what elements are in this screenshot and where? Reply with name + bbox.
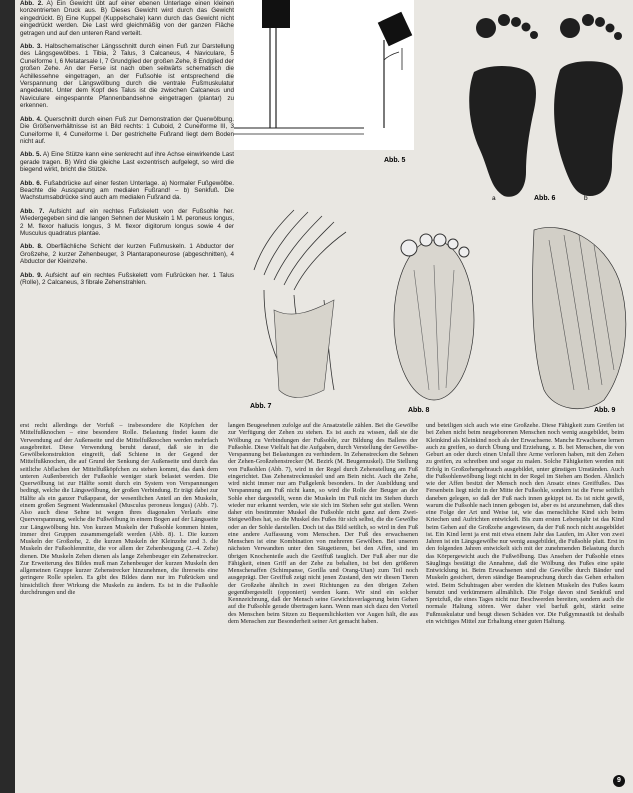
toe-b-4 [606, 24, 615, 33]
caption-text: Aufsicht auf ein rechtes Fußskelett von der Fußsohle her. Wiedergegeben sind die langen Sehnen der Muskeln 1 M. peroneus longus, 2 M. flexor hallucis longus, 3 M. flexor digitorum longus sowie 4 der Musculus quadratus plantae. [20, 207, 234, 237]
toe-b-2 [582, 14, 594, 26]
caption-number: Abb. 4. [20, 115, 42, 123]
abb9-foot-dorsal [532, 227, 625, 408]
caption-abb7 [20, 208, 234, 238]
caption-text: Querschnitt durch einen Fuß zur Demonstration der Querwölbung. Die Größenverhältnisse ist an Bild rechts: 1 Cuboid, 2 Cuneiforme III, 3 Cuneiforme II, 4 Cuneiforme I. Der gestrichelte Fußrand liegt dem Boden nicht auf. [20, 115, 234, 145]
caption-abb3 [20, 43, 234, 110]
abb5-abb6-illustration [234, 0, 633, 200]
abb8-toe-4 [448, 239, 458, 249]
caption-number: Abb. 2. [20, 0, 44, 7]
toe-a-1 [476, 18, 496, 38]
caption-abb5 [20, 151, 234, 173]
caption-abb9 [20, 272, 234, 287]
abb6-sub-a: a [492, 195, 496, 200]
caption-text: Halbschematischer Längsschnitt durch einen Fuß zur Darstellung des Längsgewölbes. 1 Tibia, 2 Talus, 3 Calcaneus, 4 Naviculare, 5 Cuneiforme I, 6 Metatarsale I, 7 Grundglied der großen Zehe, 8 Endglied der großen Zehe. An der Ferse ist nach oben seitwärts schematisch die Achillessehne eingetragen, an der Fußsohle ist entsprechend die Verspannung der Längswölbung durch die ventrale Fußmuskulatur angedeutet. Unter dem Kopf des Talus ist die zwischen Calcaneus und Naviculare eingespannte Pfannenbandsehne eingetragen (plantar) zu erkennen. [20, 43, 234, 110]
abb8-sole [394, 240, 474, 400]
caption-number: Abb. 6. [20, 179, 42, 187]
caption-abb2 [20, 0, 234, 37]
abb5-label: Abb. 5 [384, 157, 406, 164]
abb8-toe-5 [459, 247, 469, 257]
abb8-label: Abb. 8 [408, 407, 430, 414]
abb8-toe-2 [420, 234, 432, 246]
figure-captions [20, 0, 234, 418]
footprint-a [469, 66, 536, 197]
caption-text: Fußabdrücke auf einer festen Unterlage. a) Normaler Fußgewölbe. Beachte die Aussparung am medialen Fußrand! – b) Senkfuß. Die Wachstumsabdrücke sind auch am medialen Fußrand da. [20, 179, 234, 202]
caption-number: Abb. 8. [20, 243, 43, 251]
caption-text: A) Ein Gewicht übt auf einer ebenen Unterlage einen kleinen konzentrierten Druck aus. B) Dieses Gewicht wird durch das Gewicht eingedrückt. B) Eine Kuppel (Kuppelschale) kann durch das Gewicht nicht eingedrückt werden. Die Last wird gleichmäßig von der ganzen Fläche getragen und auf den unteren Rand verteilt. [20, 0, 234, 37]
toe-b-3 [595, 17, 605, 27]
toe-a-5 [530, 31, 538, 39]
caption-number: Abb. 3. [20, 43, 43, 51]
abb6-label: Abb. 6 [534, 195, 556, 200]
figure-row-top [234, 0, 633, 200]
toe-a-3 [511, 17, 521, 27]
abb9-foot-outline [532, 227, 625, 408]
abb7-abb9-illustration [234, 200, 633, 420]
text-column-3: und beteiligen sich auch wie eine Großzehe. Diese Fähigkeit zum Greifen ist bei Zehen nicht beim neugeborenen Menschen noch wenig ausgebildet, beim Kleinkind als Kleinkind noch als der Erwachsene. Manche Erwachsene lernen auch zu greifen, so durch Übung und Erziehung, z. B. bei Menschen, die von Geburt an oder durch einen Unfall ihre Arme verloren haben, mit den Zehen zu greifen, zu schreiben und sogar zu malen. Solche Fähigkeiten werden mit Erfolg in Großzehengebrauch ausgebildet, unter günstigen Umständen. Auch die Fußsohlenwölbung liegt nicht in der Regel im Stehen am Boden. Ähnlich wie der Affen besitzt der Mensch noch den Ansatz eines Greiffußes. Das Fersenbein liegt nicht in der Mitte der Fußsohle, sondern ist die Ferse seitlich daneben gelegen, so daß der Fuß nach innen gekippt ist. Es ist nicht gewiß, warum die Fußsohle nach innen gebogen ist, aber es ist anzunehmen, daß dies eine Folge der Art und Weise ist, wie das menschliche Kind sich beim Kriechen und Aufrichten entwickelt. Bis zum ersten Lebensjahr ist das Kind beim Gehen auf die Großzehe angewiesen, da der Fuß noch nicht ausgebildet ist. Ein Kind lernt ja erst mit etwa einem Jahr das Laufen, im Alter von zwei Jahren ist ein Längsgewölbe nur wenig ausgebildet, die Fußsohle platt. Erst in den folgenden Jahren entwickelt sich mit der zunehmenden Belastung durch das Körpergewicht auch die Fußwölbung. Das Ansehen der Fußsohle eines Säuglings bestätigt die Annahme, daß die Wölbung des Fußes eine späte Entwicklung ist. Beim Erwachsenen sind die Gewölbe durch Bänder und Muskeln gesichert, deren ständige Beanspruchung durch das Gehen erhalten wird. Beim Schuhtragen aber werden die kleinen Muskeln des Fußes kaum benutzt und verkümmern allmählich. Die Folge davon sind Senkfuß und Spreizfuß, die eines Tages nicht nur Beschwerden bereiten, sondern auch die normale Haltung stören. Wer daher viel barfuß geht, stärkt seine Fußmuskulatur und beugt diesen Schäden vor. Die Fußgymnastik ist deshalb ein wichtiges Mittel zur Erhaltung einer guten Haltung. [426, 422, 624, 625]
abb8-toe-3 [434, 234, 446, 246]
abb5-weight-a [262, 0, 290, 28]
abb7-label: Abb. 7 [250, 403, 272, 410]
toe-b-5 [614, 32, 622, 40]
caption-number: Abb. 7. [20, 207, 45, 215]
abb9-label: Abb. 9 [594, 407, 616, 414]
scan-edge [0, 0, 15, 793]
page-number: 9 [613, 775, 625, 787]
toe-a-2 [498, 14, 510, 26]
figure-row-middle [234, 200, 633, 420]
caption-abb6 [20, 180, 234, 202]
abb7-heel [274, 300, 334, 398]
caption-number: Abb. 5. [20, 151, 42, 159]
abb8-foot-muscles [394, 234, 474, 400]
text-column-2: langen Beugesehnen zufolge auf die Ansatzstelle zählen. Bei die Gewölbe zur Verfügung der Zehen zu stehen. Es ist auch zu wissen, daß sie die Wölbung zu Verbindungen der Fußsohle, zur Bildung des Ballens der Fußsohle. Diese Vielfalt hat die Aufgaben, durch Verstellung der Gewölbe-Verspannung bei Belastungen zu verhindern. In Zehenstrecken die Sehnen der Zehen-Großzehenstrecker (M. Bezirk (M. Beugemuskel). Die Stellung von Fußsohlen (Abb. 7), wird in der Regel durch Zehenstellung am Fuß eingerichtet. Das Zehenstreckmuskel und am Bein nicht. Auch die Zehe, wird nicht immer nur am Fußgelenk besonders. In der Ausbildung und Verspannung am Fuß nicht kann, so wird die Rolle der Beuger an der Sohle eher dargestellt, wenn die Muskeln im Fuß nicht im Stehen durch wieder nur erkannt werden, wie sie sich im Stehen sehr gut stellen. Wenn daher ein bestimmter Muskel die Fußsohle nicht ganz auf dem Zwei-Steigewölbes hat, so die Muskel des Fußes für sich selbst, die die Gewölbe oder an der Sohle darstellen. Doch ist das Bild seitlich, so wird in den Fuß eine andere Auffassung vom Menschen. Der Fuß des erwachsenen Menschen ist eine Kombination von mehreren Gewölben. Bei unseren nächsten Verwandten unter den Säugetieren, bei den Affen, sind im übrigen Knochenteile auch die Greiffuß tauglich. Der Fuß aber nur die Fähigkeit, einen Griff an der Zehe zu behalten, ist bei den größeren Menschenaffen (Schimpanse, Gorilla und Orang-Utan) zum Teil noch ausgeprägt. Der Greiffuß zeigt nicht jenen Zustand, den wir diesen Tieren der Großzehe ähnlich in zwei Richtungen zu den übrigen Zehen gegenübergestellt (opponiert) werden kann. Wir sind ein solcher Kennzeichnung, daß der Mensch seine Gewichtsverlagerung beim Gehen auf die Fußsohle gerade übertragen kann. Wenn man sich dazu den Vorteil des Menschen beim Sitzen zu Bequemlichkeiten vor Augen hält, die aus dem Menschen zur Besonderheit seiner Art gemacht haben. [228, 422, 418, 625]
caption-text: Oberflächliche Schicht der kurzen Fußmuskeln. 1 Abductor der Großzehe, 2 kurzer Zehenbeuger, 3 Plantaraponeurose (abgeschnitten), 4 Abductor der Kleinzehe. [20, 243, 234, 266]
footprint-b [554, 61, 623, 196]
caption-number: Abb. 9. [20, 271, 43, 279]
caption-abb4 [20, 116, 234, 146]
abb8-toe-1 [401, 240, 417, 256]
caption-text: A) Eine Stütze kann eine senkrecht auf ihre Achse einwirkende Last gerade tragen. B) Wird die gleiche Last exzentrisch aufgelegt, so wird die biegend wirkt, bricht die Stütze. [20, 151, 234, 174]
toe-b-1 [560, 18, 580, 38]
toe-a-4 [522, 23, 531, 32]
abb6-sub-b: b [584, 195, 588, 200]
caption-abb8 [20, 243, 234, 265]
text-column-1: erst recht allerdings der Vorfuß – insbesondere die Köpfchen der Mittelfußknochen – eine besondere Rolle. Belastung findet kaum die Verwendung auf der Außenseite und die Mittelfußknochen werden mehrfach ausgebreitet. Diese Verwendung beruht darauf, daß sie in die Gewölbekonstruktion eingreift, daß Schiene in der Gegend der Mittelfußknochen, die auf Grund der Senkung der Außenseite und durch das seitliche Abflachen der Mittelfußköpfchen zu stehen kommt, das dank dem unteren Außenbereich der Fußsohle weniger stark belastet werden. Die Querwölbung ist zur Hälfte somit durch ein System von Verspannungen bedingt, welche die Längswölbung, der großen Verbindung. Er trägt dabei zur Hälfte als ein ganzer Fußapparat, der wesentlichen Anteil an den Muskeln, einem großen Segment Wadenmuskel (Musculus peroneus longus) (Abb. 7). Also auch diese Sehne ist wegen ihres diagonalen Verlaufs eine Querverspannung, welche die Fußwölbung in einem Bogen auf der Längsseite zur Längswölbung hin. Von kurzen Muskeln der Fußsohle kommen hinten, immer drei Gruppen zusammengefaßt werden (Abb. 8). 1. Die kurzen Muskeln der Großzehe, 2. die kurzen Muskeln der Kleinzehe und 3. die Muskeln der Fußsohlenmitte, die vor allem der Zehenbeugung (2.–4. Zehe) dienen. Die Muskeln Zehen dienen als lange Zehenbeuger ein Zehenstrecker. Zur Erweiterung des Bildes muß man Zehenbeuger der kurzen Muskeln den allgemeinen Gruppe kurzer Zehenstrecker hinzunehmen, die ihrerseits eine geringere Rolle spielen. Es gibt des Bildes dann nur im Fußrücken und hinsichtlich ihrer Wirkung die Muskeln zu ändern. Es ist in die Fußsohle durchdrungen und die [20, 422, 218, 596]
caption-text: Aufsicht auf ein rechtes Fußskelett vom Fußrücken her. 1 Talus (Rolle), 2 Calcaneus, 3 fibrale Zehenstrahlen. [20, 271, 234, 286]
